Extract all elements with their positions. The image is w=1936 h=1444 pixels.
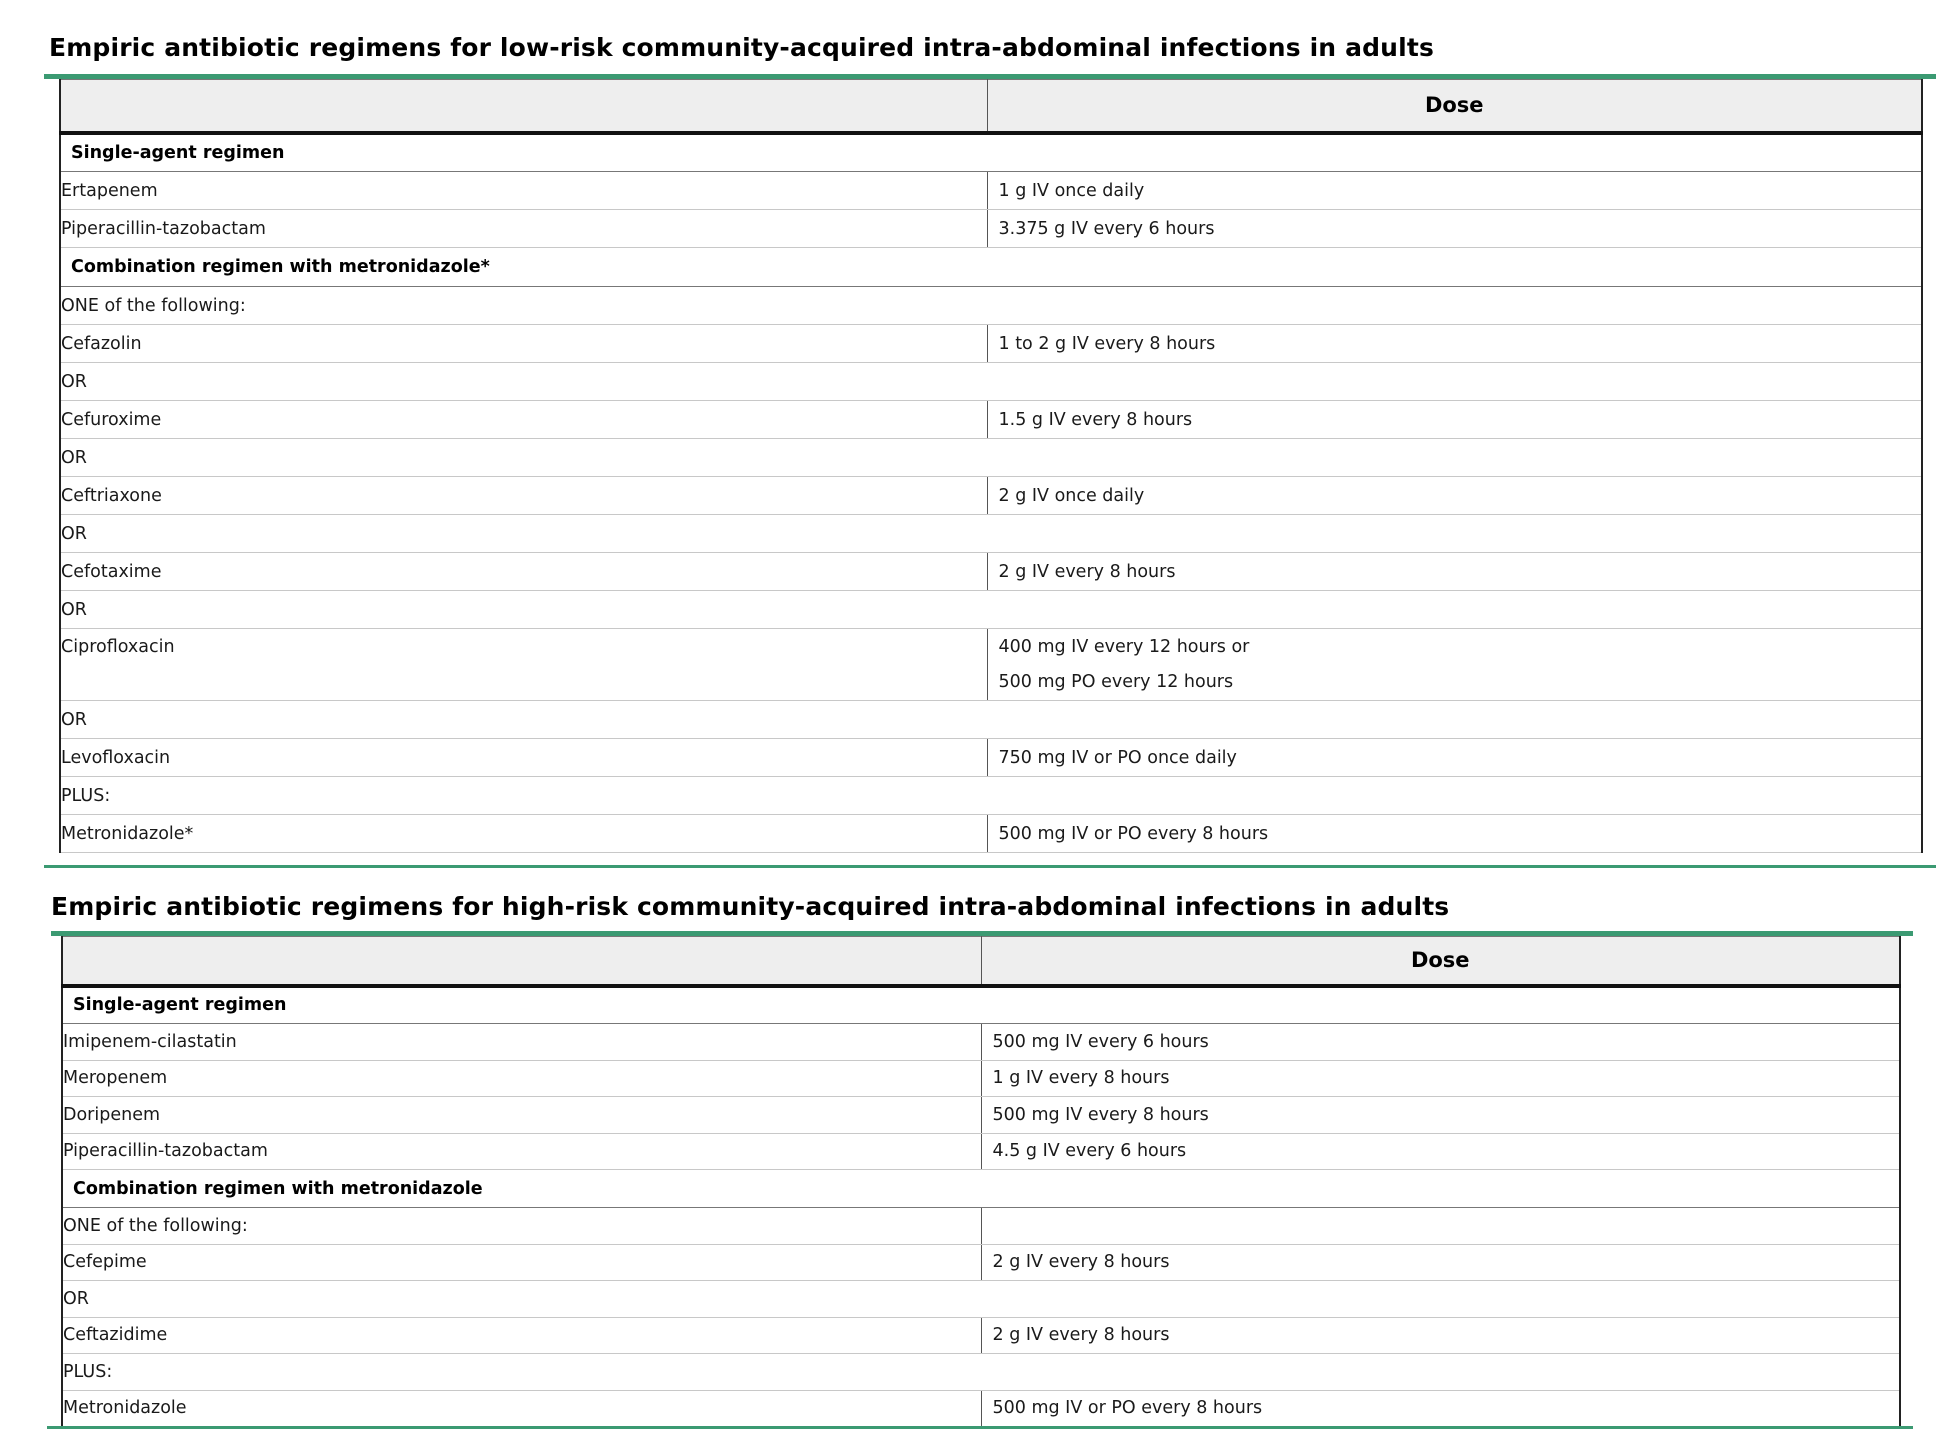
or-row [60,363,1922,401]
drug-name: Cefuroxime [60,401,987,439]
table-title-low-risk: Empiric antibiotic regimens for low-risk community-acquired intra-abdominal infections in adults [49,33,1434,62]
drug-name: Levofloxacin [60,739,987,777]
drug-name: Metronidazole* [60,815,987,853]
drug-name: Cefazolin [60,325,987,363]
drug-row [60,477,1922,515]
instruction-label: ONE of the following: [62,1208,981,1245]
dose-cell [981,1060,1900,1097]
dose-cell [987,629,1922,701]
section-heading-row [62,986,1900,1024]
drug-row [60,553,1922,591]
drug-row [62,1060,1900,1097]
empty-dose-cell [987,591,1922,629]
drug-row [62,1244,1900,1281]
empty-dose-cell [981,1354,1900,1391]
high-risk-regimen-table [61,936,1901,1427]
dose-column-header: Dose [987,80,1922,133]
drug-name: Piperacillin-tazobactam [60,210,987,248]
dose-cell [987,210,1922,248]
drug-row [60,629,1922,701]
drug-row [60,401,1922,439]
dose-column-header: Dose [981,937,1900,986]
empty-dose-cell [987,777,1922,815]
dose-cell [987,553,1922,591]
low-risk-regimen-table [59,79,1923,853]
or-row [62,1281,1900,1318]
dose-text: 3.375 g IV every 6 hours [998,218,1215,239]
dose-text: 1.5 g IV every 8 hours [998,409,1193,430]
drug-row [62,1133,1900,1170]
dose-cell [987,401,1922,439]
drug-name: Ceftazidime [62,1317,981,1354]
section-heading-row [60,248,1922,287]
or-row [60,515,1922,553]
empty-dose-cell [987,287,1922,325]
instruction-row [62,1354,1900,1391]
drug-name: Cefotaxime [60,553,987,591]
dose-text: 500 mg IV or PO every 8 hours [998,823,1269,844]
drug-name: Ertapenem [60,172,987,210]
drug-row [62,1390,1900,1427]
dose-cell [987,739,1922,777]
dose-cell [981,1244,1900,1281]
dose-text: 1 g IV once daily [998,180,1145,201]
drug-row [60,815,1922,853]
drug-name: Ciprofloxacin [60,629,987,701]
instruction-label: PLUS: [60,777,987,815]
table-bottom-rule [44,865,1936,868]
dose-cell [981,1390,1900,1427]
dose-cell [981,1133,1900,1170]
drug-row [62,1317,1900,1354]
drug-row [60,739,1922,777]
dose-cell [987,172,1922,210]
dose-cell [987,477,1922,515]
drug-name: Meropenem [62,1060,981,1097]
section-heading: Combination regimen with metronidazole [62,1170,1900,1208]
table-bottom-rule [47,1426,1913,1429]
drug-name: Cefepime [62,1244,981,1281]
empty-dose-cell [987,363,1922,401]
drug-name: Doripenem [62,1097,981,1134]
section-heading: Single-agent regimen [60,133,1922,172]
dose-text: 500 mg IV every 8 hours [992,1104,1209,1125]
or-label: OR [60,363,987,401]
dose-cell [981,1317,1900,1354]
instruction-label: PLUS: [62,1354,981,1391]
instruction-row [60,777,1922,815]
dose-text: 2 g IV once daily [998,485,1145,506]
dose-cell [987,325,1922,363]
dose-cell [987,815,1922,853]
drug-row [60,172,1922,210]
empty-dose-cell [981,1281,1900,1318]
dose-cell [981,1097,1900,1134]
drug-column-header [62,937,981,986]
empty-dose-cell [981,1208,1900,1245]
empty-dose-cell [987,701,1922,739]
dose-text: 750 mg IV or PO once daily [998,747,1237,768]
or-label: OR [60,701,987,739]
drug-name: Metronidazole [62,1390,981,1427]
section-heading: Combination regimen with metronidazole* [60,248,1922,287]
drug-row [60,210,1922,248]
or-label: OR [60,439,987,477]
section-heading: Single-agent regimen [62,986,1900,1024]
dose-text: 4.5 g IV every 6 hours [992,1141,1187,1162]
or-row [60,701,1922,739]
drug-row [62,1024,1900,1061]
or-label: OR [62,1281,981,1318]
dose-text: 2 g IV every 8 hours [992,1252,1170,1273]
or-label: OR [60,591,987,629]
empty-dose-cell [987,515,1922,553]
dose-text: 2 g IV every 8 hours [998,561,1176,582]
empty-dose-cell [987,439,1922,477]
or-label: OR [60,515,987,553]
dose-text: 1 g IV every 8 hours [992,1068,1170,1089]
table-title-high-risk: Empiric antibiotic regimens for high-risk community-acquired intra-abdominal infections in adults [51,892,1450,921]
dose-text: 400 mg IV every 12 hours or [998,636,1250,657]
section-heading-row [60,133,1922,172]
drug-row [62,1097,1900,1134]
instruction-row [62,1208,1900,1245]
dose-text: 1 to 2 g IV every 8 hours [998,333,1216,354]
dose-text: 500 mg IV every 6 hours [992,1031,1209,1052]
drug-name: Imipenem-cilastatin [62,1024,981,1061]
drug-row [60,325,1922,363]
dose-text: 2 g IV every 8 hours [992,1325,1170,1346]
instruction-row [60,287,1922,325]
dose-text: 500 mg PO every 12 hours [998,671,1234,692]
drug-name: Ceftriaxone [60,477,987,515]
instruction-label: ONE of the following: [60,287,987,325]
section-heading-row [62,1170,1900,1208]
dose-cell [981,1024,1900,1061]
drug-column-header [60,80,987,133]
or-row [60,591,1922,629]
dose-text: 500 mg IV or PO every 8 hours [992,1398,1263,1419]
or-row [60,439,1922,477]
drug-name: Piperacillin-tazobactam [62,1133,981,1170]
